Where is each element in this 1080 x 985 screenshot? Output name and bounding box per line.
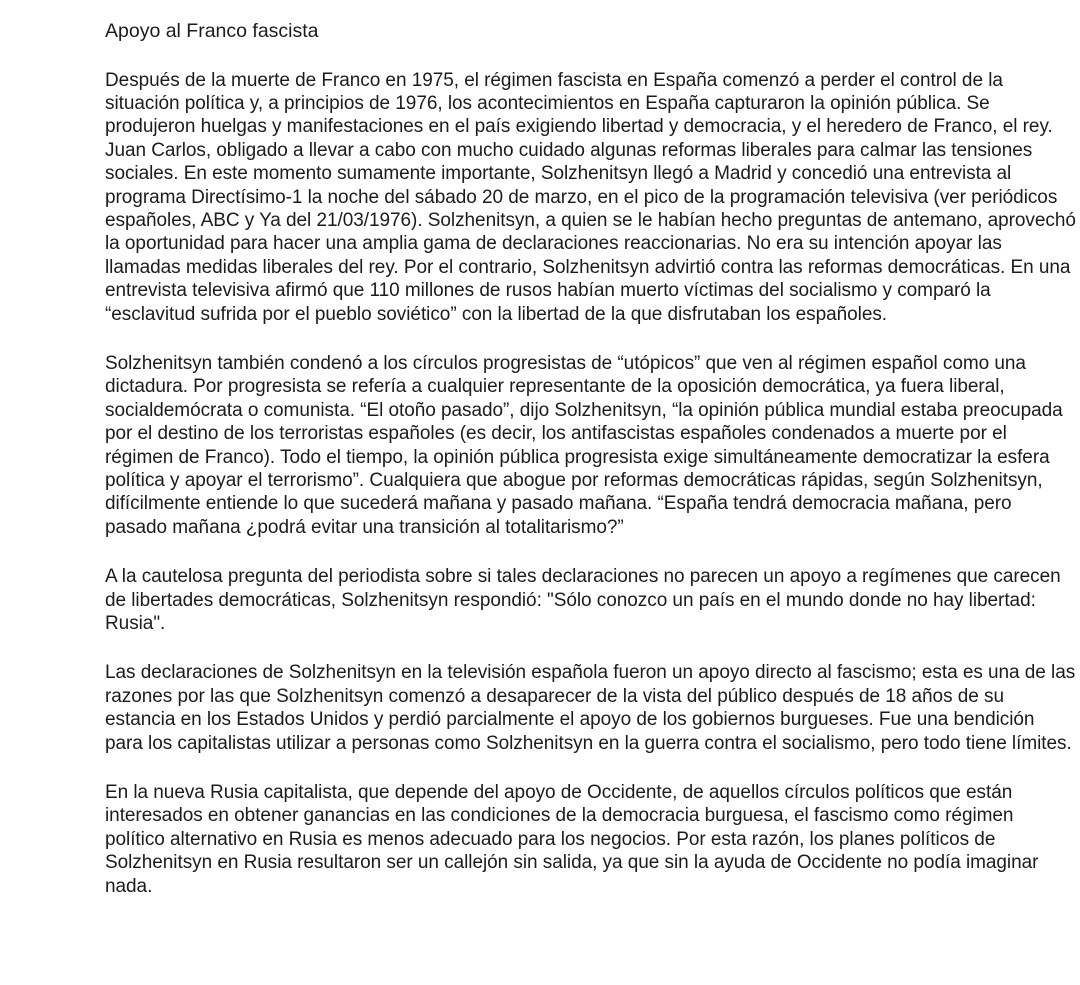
paragraph-3: A la cautelosa pregunta del periodista sobre si tales declaraciones no parecen un apoyo a regímenes que carecen de libertades democráticas, Solzhenitsyn respondió: "Sólo conozco un país en el mundo donde no hay libertad: Rusia". (105, 566, 1061, 635)
article-body (105, 0, 1077, 924)
paragraph-2: Solzhenitsyn también condenó a los círculos progresistas de “utópicos” que ven al régimen español como una dictadura. Por progresista se refería a cualquier representante de la oposición democrática, ya fuera liberal, socialdemócrata o comunista. “El otoño pasado”, dijo Solzhenitsyn, “la opinión pública mundial estaba preocupada por el destino de los terroristas españoles (es decir, los antifascistas españoles condenados a muerte por el régimen de Franco). Todo el tiempo, la opinión pública progresista exige simultáneamente democratizar la esfera política y apoyar el terrorismo”. Cualquiera que abogue por reformas democráticas rápidas, según Solzhenitsyn, difícilmente entiende lo que sucederá mañana y pasado mañana. “España tendrá democracia mañana, pero pasado mañana ¿podrá evitar una transición al totalitarismo?” (105, 352, 1063, 538)
paragraph-4: Las declaraciones de Solzhenitsyn en la televisión española fueron un apoyo directo al fascismo; esta es una de las razones por las que Solzhenitsyn comenzó a desaparecer de la vista del público después de 18 años de su estancia en los Estados Unidos y perdió parcialmente el apoyo de los gobiernos burgueses. Fue una bendición para los capitalistas utilizar a personas como Solzhenitsyn en la guerra contra el socialismo, pero todo tiene límites. (105, 662, 1076, 754)
paragraph-1: Después de la muerte de Franco en 1975, el régimen fascista en España comenzó a perder el control de la situación política y, a principios de 1976, los acontecimientos en España capturaron la opinión pública. Se produjeron huelgas y manifestaciones en el país exigiendo libertad y democracia, y el heredero de Franco, el rey. Juan Carlos, obligado a llevar a cabo con mucho cuidado algunas reformas liberales para calmar las tensiones sociales. En este momento sumamente importante, Solzhenitsyn llegó a Madrid y concedió una entrevista al programa Directísimo-1 la noche del sábado 20 de marzo, en el pico de la programación televisiva (ver periódicos españoles, ABC y Ya del 21/03/1976). Solzhenitsyn, a quien se le habían hecho preguntas de antemano, aprovechó la oportunidad para hacer una amplia gama de declaraciones reaccionarias. No era su intención apoyar las llamadas medidas liberales del rey. Por el contrario, Solzhenitsyn advirtió contra las reformas democráticas. En una entrevista televisiva afirmó que 110 millones de rusos habían muerto víctimas del socialismo y comparó la “esclavitud sufrida por el pueblo soviético” con la libertad de la que disfrutaban los españoles. (105, 69, 1076, 325)
section-heading: Apoyo al Franco fascista (105, 20, 319, 42)
paragraph-5: En la nueva Rusia capitalista, que depende del apoyo de Occidente, de aquellos círculos políticos que están interesados en obtener ganancias en las condiciones de la democracia burguesa, el fascismo como régimen político alternativo en Rusia es menos adecuado para los negocios. Por esta razón, los planes políticos de Solzhenitsyn en Rusia resultaron ser un callejón sin salida, ya que sin la ayuda de Occidente no podía imaginar nada. (105, 782, 1039, 897)
